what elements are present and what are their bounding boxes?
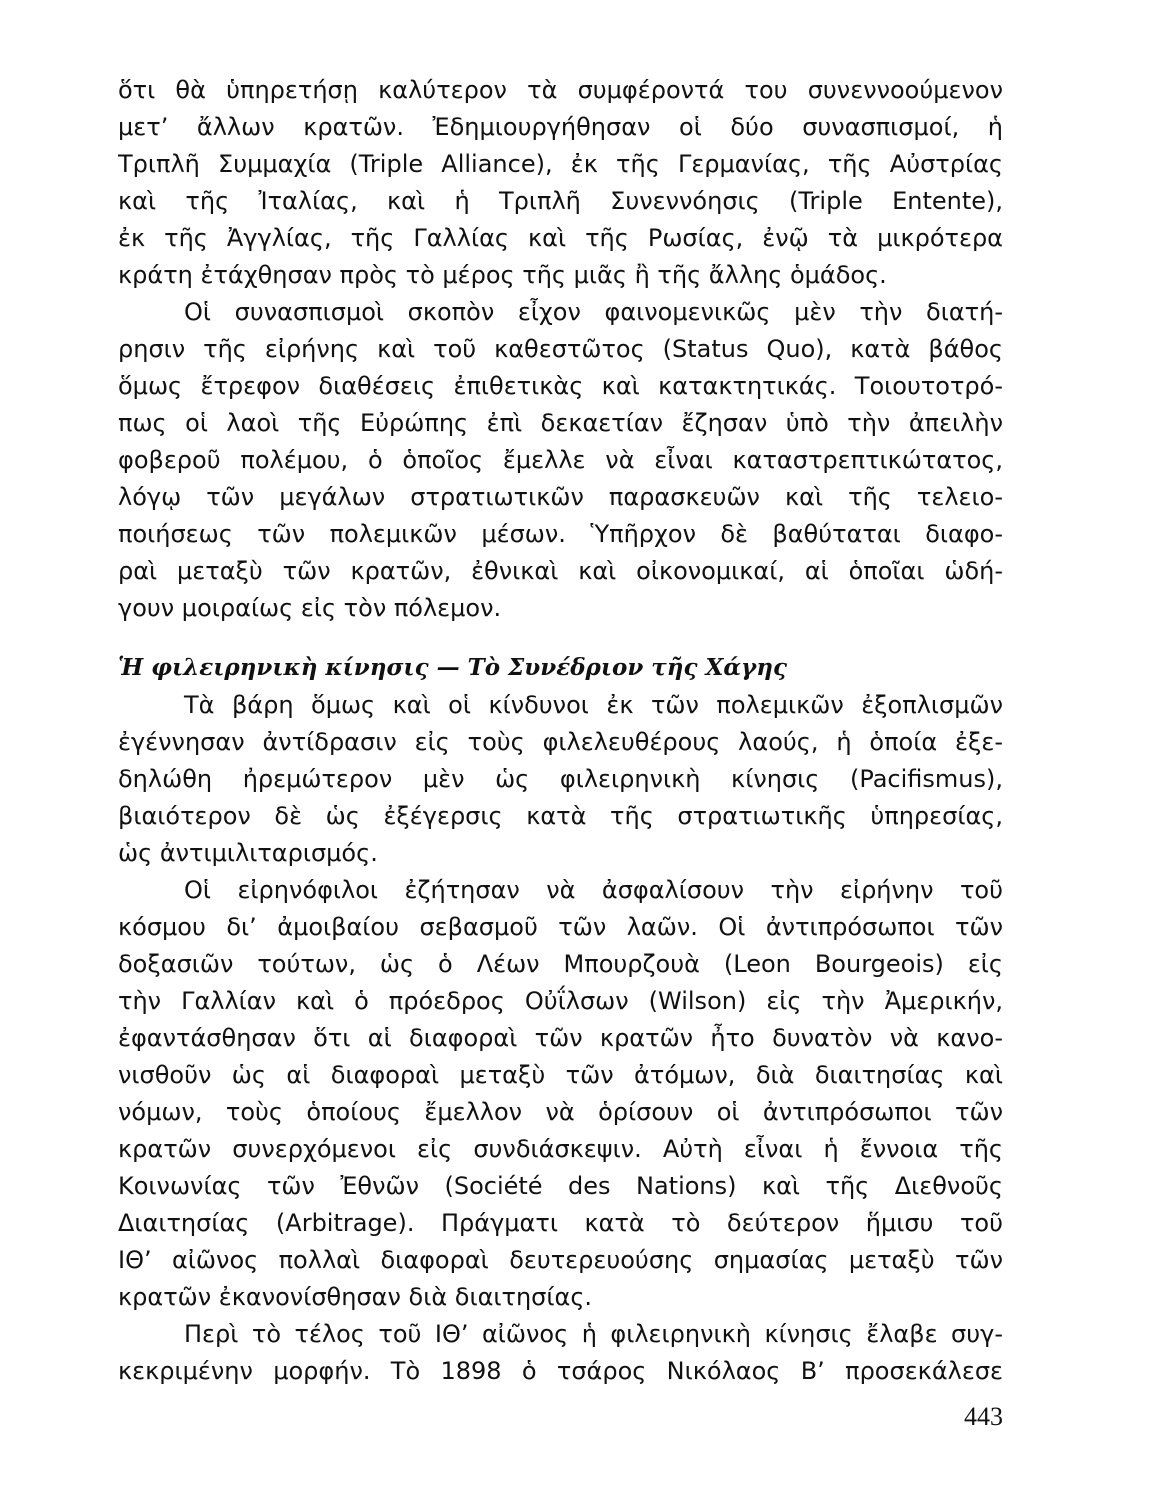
text-line: δοξασιῶν τούτων, ὡς ὁ Λέων Μπουρζουὰ (Leon Bourgeois) εἰς	[118, 950, 1003, 978]
text-line: Κοινωνίας τῶν Ἐθνῶν (Société des Nations) καὶ τῆς Διεθνοῦς	[118, 1172, 1003, 1200]
body-text-part1	[118, 72, 1003, 627]
text-line: ὅτι θὰ ὑπηρετήσῃ καλύτερον τὰ συμφέροντά του συνεννοούμενον	[118, 76, 1003, 104]
text-line: ἐγέννησαν ἀντίδρασιν εἰς τοὺς φιλελευθέρους λαούς, ἡ ὁποία ἐξε-	[118, 728, 1003, 756]
section-heading: Ἡ φιλειρηνικὴ κίνησις — Τὸ Συνέδριον τῆς Χάγης	[118, 654, 787, 681]
text-line: κεκριμένην μορφήν. Τὸ 1898 ὁ τσάρος Νικόλαος Β’ προσεκάλεσε	[118, 1357, 1003, 1385]
page-number: 443	[964, 1402, 1003, 1431]
text-line: νόμων, τοὺς ὁποίους ἔμελλον νὰ ὁρίσουν οἱ ἀντιπρόσωποι τῶν	[118, 1098, 1003, 1126]
text-line: ἐκ τῆς Ἀγγλίας, τῆς Γαλλίας καὶ τῆς Ρωσίας, ἐνῷ τὰ μικρότερα	[118, 224, 1003, 252]
text-line: ὅμως ἔτρεφον διαθέσεις ἐπιθετικὰς καὶ κατακτητικάς. Τοιουτοτρό-	[118, 372, 1003, 400]
text-line: κρατῶν συνερχόμενοι εἰς συνδιάσκεψιν. Αὐτὴ εἶναι ἡ ἔννοια τῆς	[118, 1135, 1003, 1163]
text-line: Τὰ βάρη ὅμως καὶ οἱ κίνδυνοι ἐκ τῶν πολεμικῶν ἐξοπλισμῶν	[184, 691, 1003, 719]
text-line: γουν μοιραίως εἰς τὸν πόλεμον.	[118, 594, 502, 622]
text-line: ραὶ μεταξὺ τῶν κρατῶν, ἐθνικαὶ καὶ οἰκονομικαί, αἱ ὁποῖαι ὡδή-	[118, 557, 1003, 585]
text-line: κράτη ἐτάχθησαν πρὸς τὸ μέρος τῆς μιᾶς ἢ τῆς ἄλλης ὁμάδος.	[118, 261, 887, 289]
text-line: λόγῳ τῶν μεγάλων στρατιωτικῶν παρασκευῶν καὶ τῆς τελειο-	[118, 483, 1003, 511]
text-line: Οἱ εἰρηνόφιλοι ἐζήτησαν νὰ ἀσφαλίσουν τὴν εἰρήνην τοῦ	[184, 876, 1003, 904]
text-line: μετ’ ἄλλων κρατῶν. Ἐδημιουργήθησαν οἱ δύο συνασπισμοί, ἡ	[118, 113, 1003, 141]
text-line: Περὶ τὸ τέλος τοῦ ΙΘ’ αἰῶνος ἡ φιλειρηνικὴ κίνησις ἔλαβε συγ-	[184, 1320, 1003, 1348]
text-line: βιαιότερον δὲ ὡς ἐξέγερσις κατὰ τῆς στρατιωτικῆς ὑπηρεσίας,	[118, 802, 1003, 830]
text-line: Οἱ συνασπισμοὶ σκοπὸν εἶχον φαινομενικῶς μὲν τὴν διατή-	[184, 298, 1003, 326]
text-line: ἐφαντάσθησαν ὅτι αἱ διαφοραὶ τῶν κρατῶν ἦτο δυνατὸν νὰ κανο-	[118, 1024, 1003, 1052]
text-line: πως οἱ λαοὶ τῆς Εὐρώπης ἐπὶ δεκαετίαν ἔζησαν ὑπὸ τὴν ἀπειλὴν	[118, 409, 1003, 437]
text-line: κρατῶν ἐκανονίσθησαν διὰ διαιτησίας.	[118, 1283, 593, 1311]
text-line: κόσμου δι’ ἀμοιβαίου σεβασμοῦ τῶν λαῶν. Οἱ ἀντιπρόσωποι τῶν	[118, 913, 1003, 941]
text-line: ρησιν τῆς εἰρήνης καὶ τοῦ καθεστῶτος (Status Quo), κατὰ βάθος	[118, 335, 1003, 363]
text-line: δηλώθη ἠρεμώτερον μὲν ὡς φιλειρηνικὴ κίνησις (Pacifismus),	[118, 765, 1003, 793]
text-line: ποιήσεως τῶν πολεμικῶν μέσων. Ὑπῆρχον δὲ βαθύταται διαφο-	[118, 520, 1003, 548]
text-line: καὶ τῆς Ἰταλίας, καὶ ἡ Τριπλῆ Συνεννόησις (Triple Entente),	[118, 187, 1003, 215]
text-line: ΙΘ’ αἰῶνος πολλαὶ διαφοραὶ δευτερευούσης σημασίας μεταξὺ τῶν	[118, 1246, 1003, 1274]
text-line: τὴν Γαλλίαν καὶ ὁ πρόεδρος Οὐΐλσων (Wilson) εἰς τὴν Ἀμερικήν,	[118, 987, 1003, 1015]
body-text-part2	[118, 687, 1003, 1390]
text-line: Διαιτησίας (Arbitrage). Πράγματι κατὰ τὸ δεύτερον ἥμισυ τοῦ	[118, 1209, 1003, 1237]
text-line: Τριπλῆ Συμμαχία (Triple Alliance), ἐκ τῆς Γερμανίας, τῆς Αὐστρίας	[118, 150, 1003, 178]
text-line: φοβεροῦ πολέμου, ὁ ὁποῖος ἔμελλε νὰ εἶναι καταστρεπτικώτατος,	[118, 446, 1003, 474]
text-line: ὡς ἀντιμιλιταρισμός.	[118, 839, 378, 867]
text-line: νισθοῦν ὡς αἱ διαφοραὶ μεταξὺ τῶν ἀτόμων, διὰ διαιτησίας καὶ	[118, 1061, 1003, 1089]
